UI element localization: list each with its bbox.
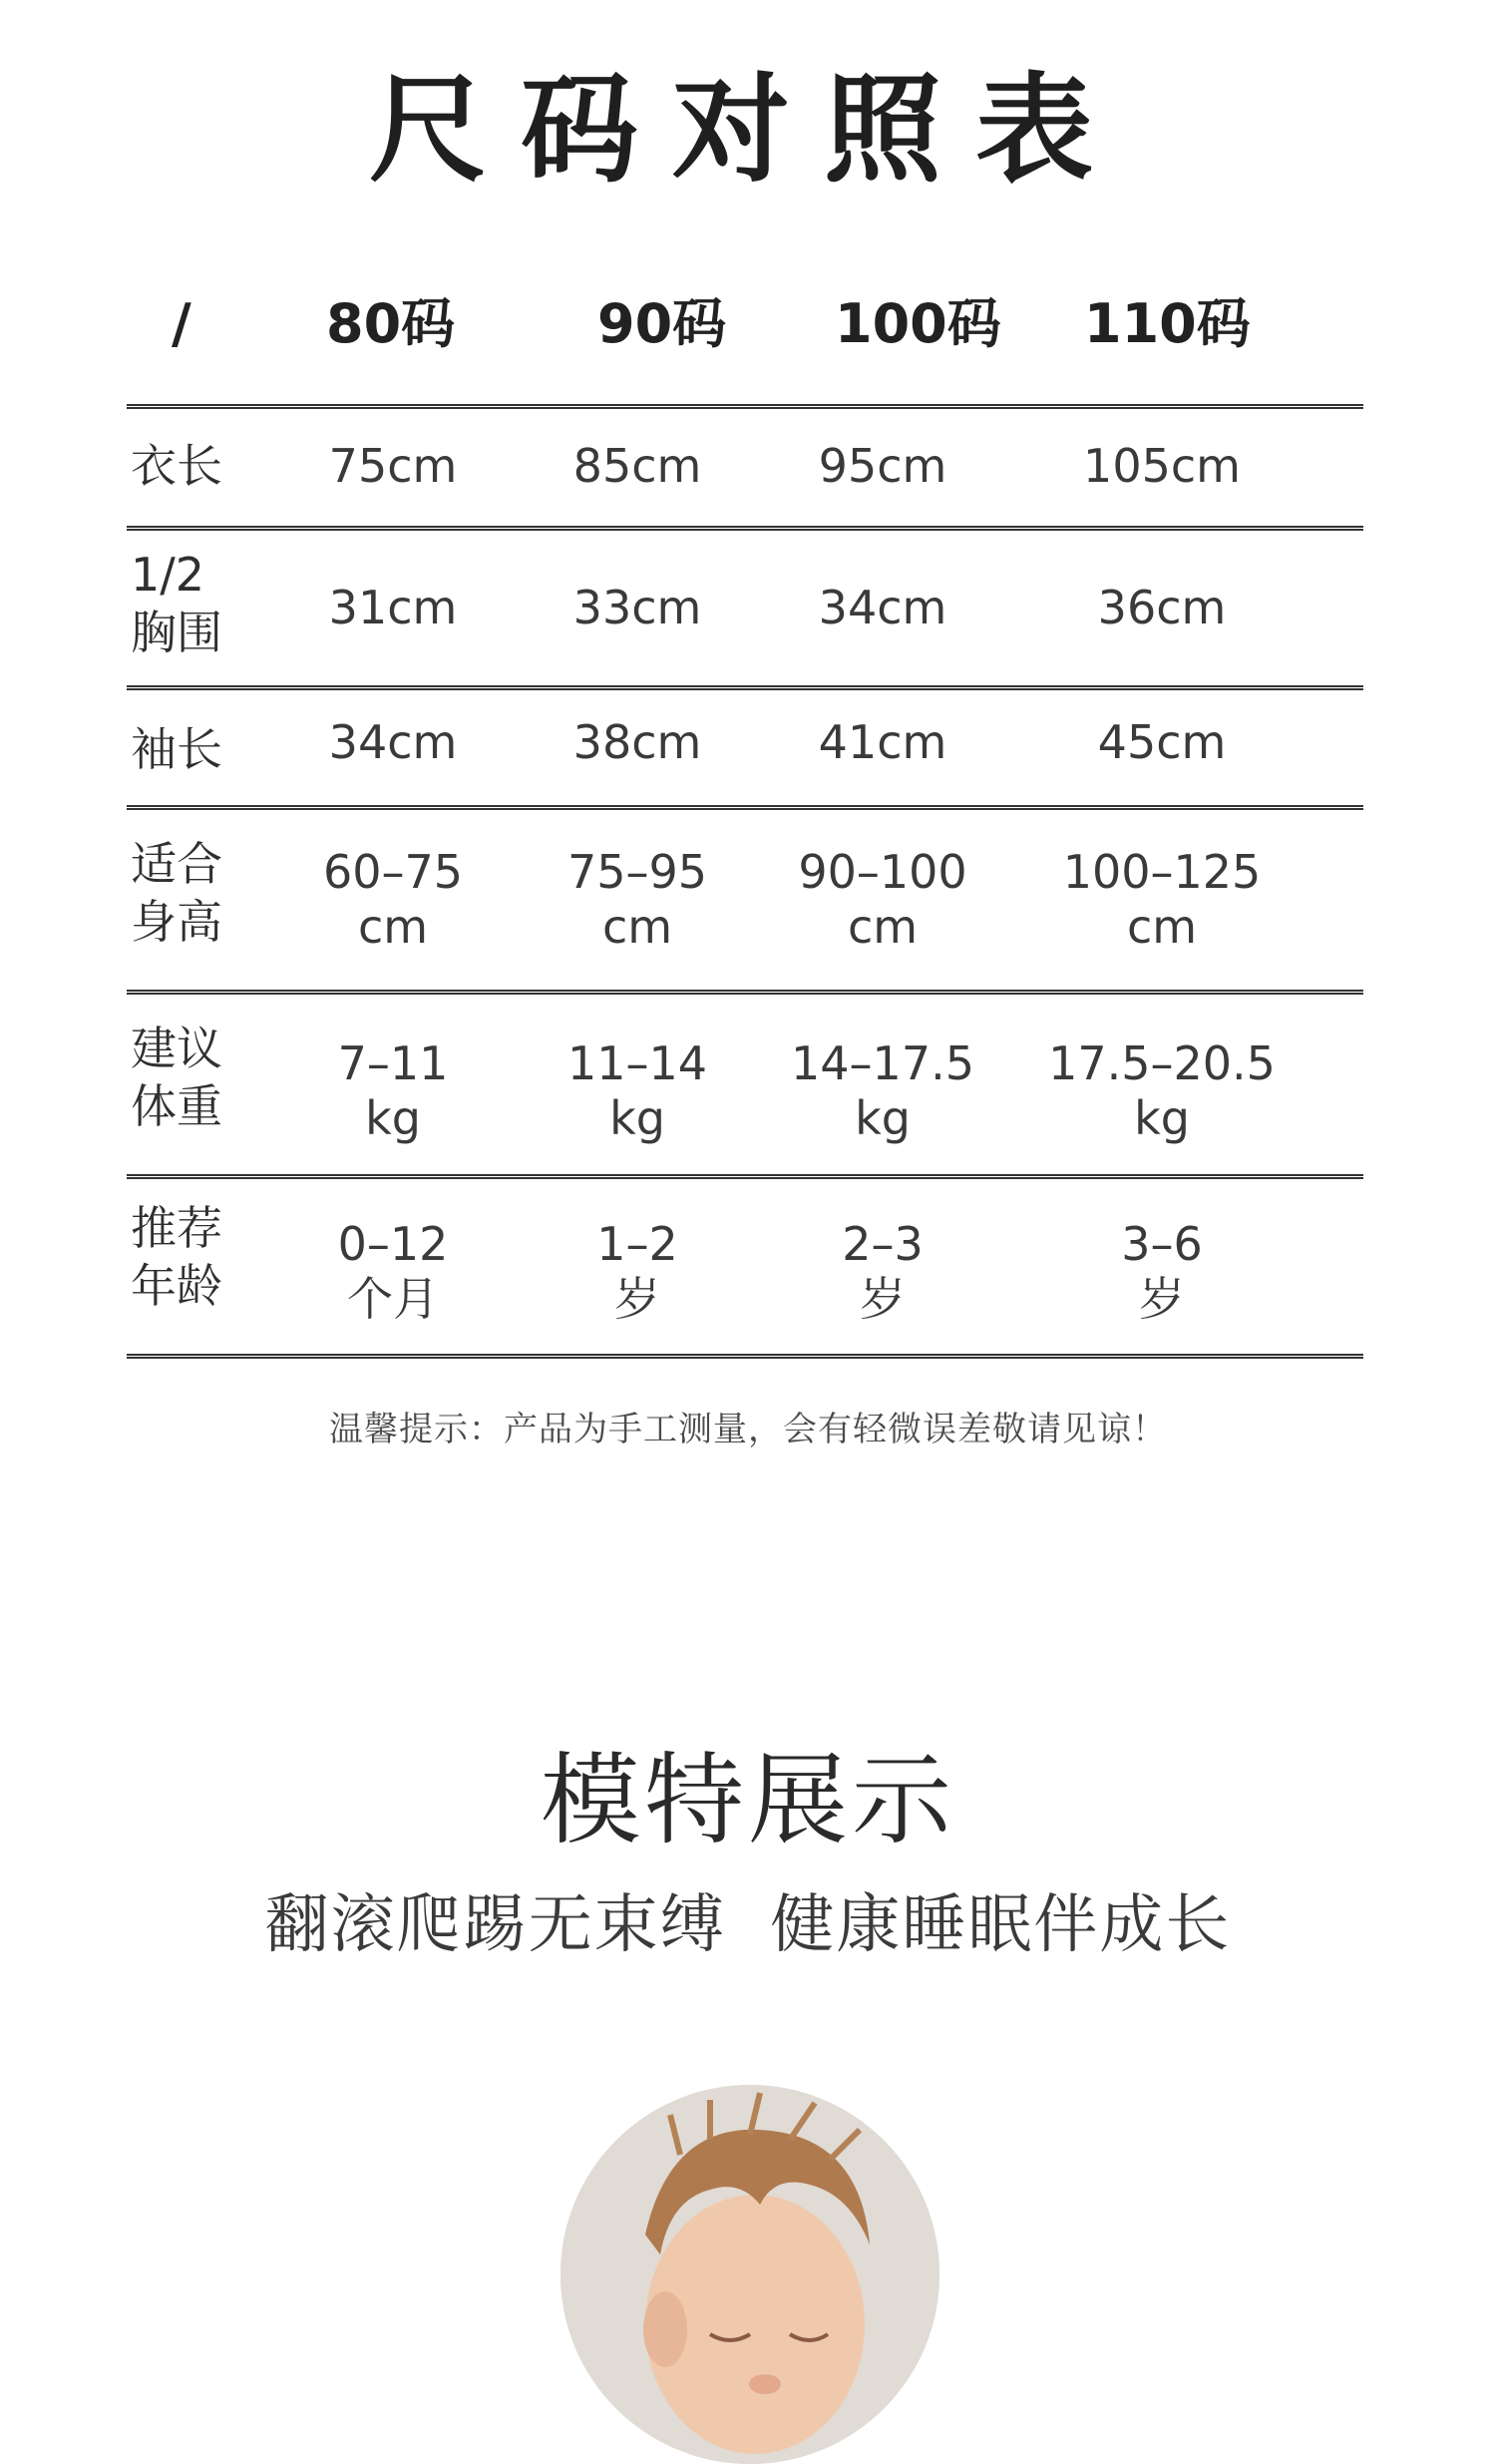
table-cell: 85cm — [572, 439, 702, 493]
size-chart-table — [127, 269, 1363, 1359]
page-title: 尺码对照表 — [368, 61, 1127, 199]
table-row — [127, 995, 1363, 1174]
header-corner: / — [172, 292, 191, 355]
row-label: 推荐 年龄 — [131, 1201, 222, 1313]
table-cell: 31cm — [328, 581, 458, 634]
table-cell: 36cm — [1097, 581, 1227, 634]
table-cell: 75cm — [328, 439, 458, 493]
table-cell: 11–14 kg — [566, 1036, 708, 1145]
table-cell: 60–75 cm — [322, 845, 464, 954]
row-label: 适合 身高 — [131, 837, 222, 949]
model-photo — [561, 2085, 939, 2464]
row-label: 衣长 — [131, 439, 222, 493]
table-row — [127, 531, 1363, 685]
row-label: 1/2 胸围 — [131, 548, 222, 659]
table-row — [127, 690, 1363, 805]
table-cell: 90–100 cm — [798, 845, 967, 954]
table-cell: 1–2 岁 — [596, 1217, 678, 1326]
table-cell: 7–11 kg — [337, 1036, 449, 1145]
table-header-row — [127, 269, 1363, 404]
header-size-100: 100码 — [835, 292, 1001, 355]
table-cell: 33cm — [572, 581, 702, 634]
header-size-90: 90码 — [597, 292, 727, 355]
table-cell: 105cm — [1083, 439, 1241, 493]
table-divider — [127, 1354, 1363, 1359]
table-cell: 17.5–20.5 kg — [1048, 1036, 1276, 1145]
table-cell: 45cm — [1097, 715, 1227, 769]
row-label: 建议 体重 — [131, 1022, 222, 1133]
table-cell: 3–6 岁 — [1121, 1217, 1203, 1326]
table-cell: 38cm — [572, 715, 702, 769]
section-subtitle: 翻滚爬踢无束缚 健康睡眠伴成长 — [264, 1888, 1232, 1962]
table-cell: 75–95 cm — [566, 845, 708, 954]
table-row — [127, 810, 1363, 990]
table-row — [127, 1179, 1363, 1354]
header-size-110: 110码 — [1084, 292, 1251, 355]
sleeping-child-image — [561, 2085, 939, 2464]
section-title: 模特展示 — [541, 1742, 955, 1858]
header-size-80: 80码 — [326, 292, 456, 355]
table-cell: 0–12 个月 — [337, 1217, 449, 1326]
table-cell: 34cm — [328, 715, 458, 769]
size-tip-note: 温馨提示：产品为手工测量，会有轻微误差敬请见谅！ — [329, 1410, 1167, 1449]
table-cell: 14–17.5 kg — [791, 1036, 974, 1145]
table-cell: 2–3 岁 — [842, 1217, 924, 1326]
table-cell: 34cm — [818, 581, 947, 634]
table-row — [127, 409, 1363, 526]
row-label: 袖长 — [131, 722, 222, 776]
table-cell: 41cm — [818, 715, 947, 769]
table-cell: 95cm — [818, 439, 947, 493]
table-cell: 100–125 cm — [1062, 845, 1262, 954]
